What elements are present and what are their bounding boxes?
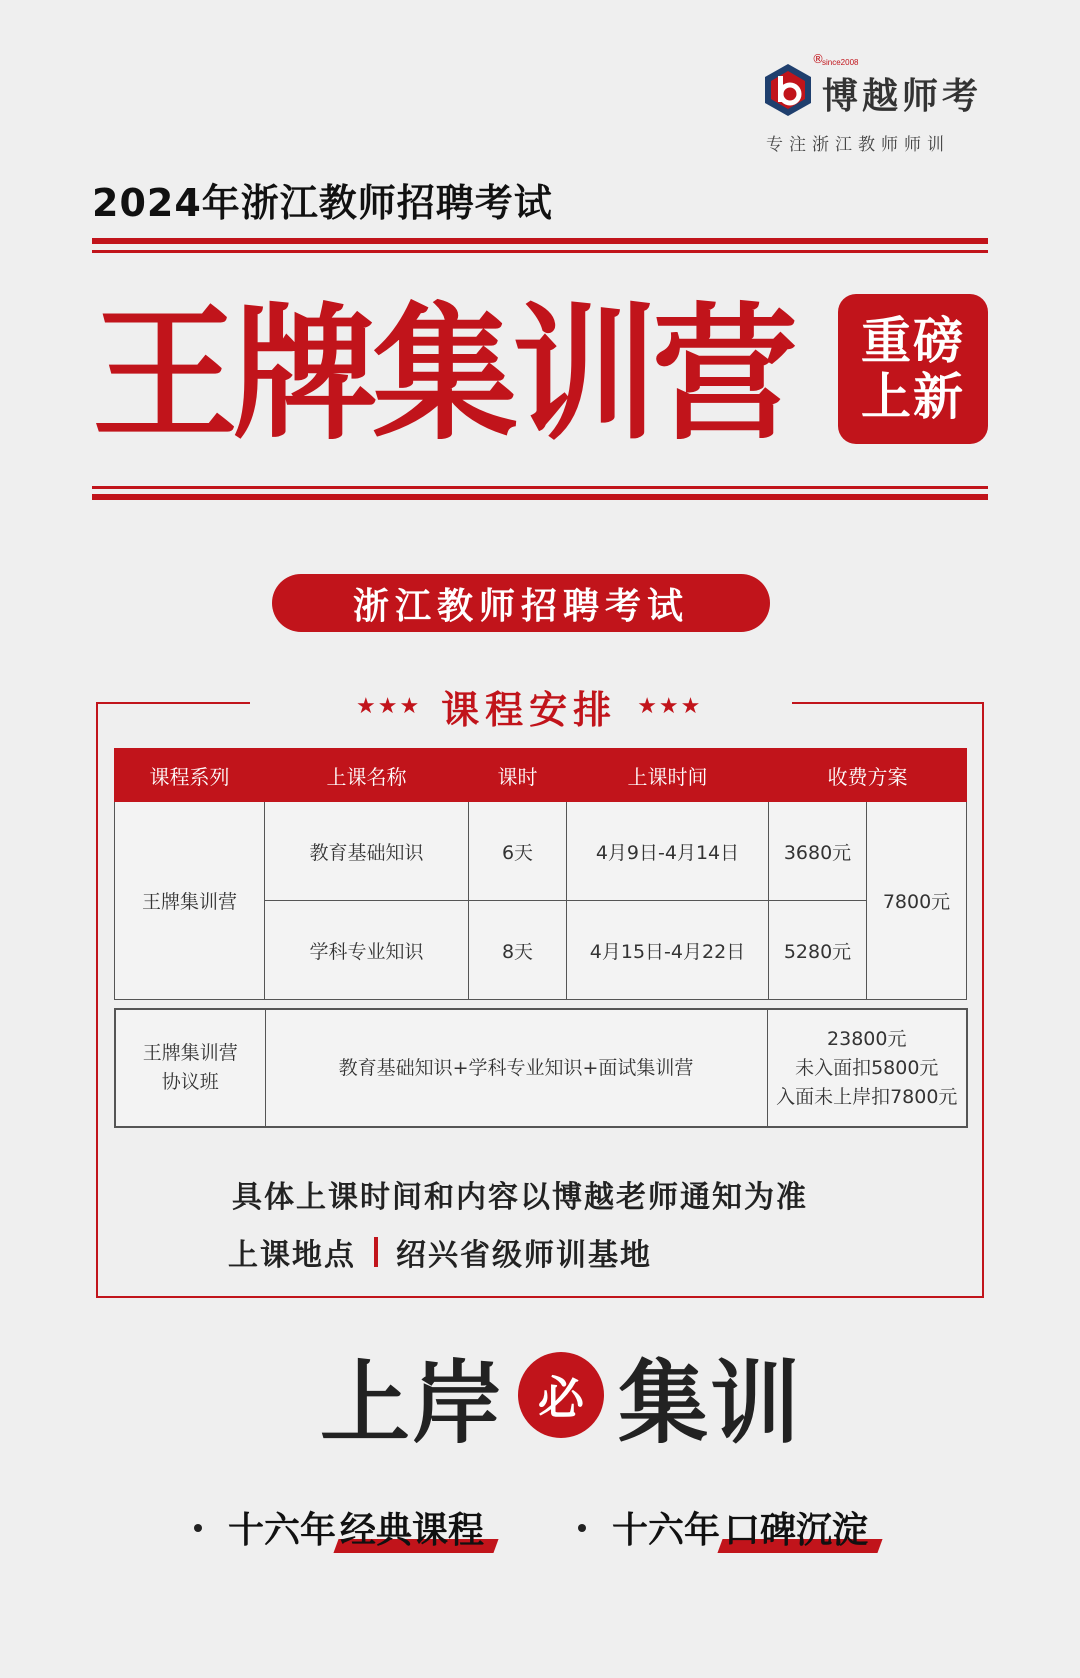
- frame-top-left: [96, 702, 250, 704]
- location-value: 绍兴省级师训基地: [396, 1238, 652, 1273]
- total-fee: 7800元: [867, 802, 967, 1000]
- logo-mark-icon: [760, 62, 816, 118]
- page-subtitle: 2024年浙江教师招聘考试: [92, 181, 553, 225]
- frame-top-right: [792, 702, 984, 704]
- header-time: 上课时间: [567, 749, 769, 802]
- agreement-series-line-1: 王牌集训营: [142, 1042, 238, 1064]
- brand-tagline: 专注浙江教师师训: [766, 135, 950, 155]
- table-row: [115, 1009, 967, 1127]
- slogan: [320, 1340, 802, 1456]
- divider-bottom-thin: [92, 486, 988, 489]
- course-hours: 6天: [469, 802, 567, 901]
- location-label: 上课地点: [228, 1238, 356, 1273]
- course-name: 学科专业知识: [265, 901, 469, 1000]
- new-badge: [838, 294, 988, 444]
- agreement-fee-line-1: 23800元: [827, 1027, 907, 1050]
- table-header-row: [115, 749, 967, 802]
- brand-name: 博越师考: [822, 75, 983, 117]
- slogan-left: 上岸: [320, 1351, 504, 1456]
- course-name: 教育基础知识: [265, 802, 469, 901]
- header-fee: 收费方案: [769, 749, 967, 802]
- badge-line-2: 上新: [861, 367, 965, 426]
- bullet-icon: [578, 1524, 586, 1532]
- course-fee: 5280元: [769, 901, 867, 1000]
- badge-line-1: 重磅: [861, 311, 965, 370]
- course-time: 4月15日-4月22日: [567, 901, 769, 1000]
- header-name: 上课名称: [265, 749, 469, 802]
- header-hours: 课时: [469, 749, 567, 802]
- tagline-highlight: 口碑沉淀: [720, 1502, 874, 1553]
- agreement-table: [114, 1008, 968, 1128]
- course-fee: 3680元: [769, 802, 867, 901]
- registered-mark: ®: [812, 52, 824, 66]
- table-row: [115, 802, 967, 901]
- location-line: [228, 1230, 652, 1274]
- schedule-table: [114, 748, 967, 1000]
- header-series: 课程系列: [115, 749, 265, 802]
- agreement-content: 教育基础知识+学科专业知识+面试集训营: [265, 1009, 767, 1127]
- divider-bottom-thick: [92, 494, 988, 500]
- stars-right-icon: ★★★: [637, 693, 703, 719]
- course-time: 4月9日-4月14日: [567, 802, 769, 901]
- tagline-prefix: 十六年: [612, 1510, 721, 1551]
- section-heading: [356, 682, 702, 730]
- agreement-series-line-2: 协议班: [161, 1071, 219, 1093]
- page-title: 王牌集训营: [92, 289, 792, 460]
- tagline-prefix: 十六年: [228, 1510, 337, 1551]
- section-title: 课程安排: [441, 686, 618, 732]
- stars-left-icon: ★★★: [356, 693, 422, 719]
- agreement-fee: [767, 1009, 967, 1127]
- tagline-highlight: 经典课程: [336, 1502, 490, 1553]
- brand-logo: [760, 52, 990, 155]
- bullet-icon: [194, 1524, 202, 1532]
- series-cell: 王牌集训营: [115, 802, 265, 1000]
- divider-top-thin: [92, 250, 988, 253]
- agreement-fee-line-3: 入面未上岸扣7800元: [776, 1085, 958, 1108]
- divider-top-thick: [92, 238, 988, 244]
- tagline-reputation: [578, 1502, 874, 1553]
- slogan-right: 集训: [618, 1351, 802, 1456]
- location-separator: [374, 1237, 378, 1267]
- logo-since: since2008: [822, 58, 859, 67]
- tagline-classic: [194, 1502, 490, 1553]
- schedule-note: 具体上课时间和内容以博越老师通知为准: [232, 1180, 808, 1215]
- exam-pill: 浙江教师招聘考试: [272, 574, 770, 632]
- agreement-fee-line-2: 未入面扣5800元: [795, 1056, 939, 1079]
- slogan-circle-icon: 必: [518, 1352, 604, 1438]
- course-hours: 8天: [469, 901, 567, 1000]
- agreement-series: [115, 1009, 265, 1127]
